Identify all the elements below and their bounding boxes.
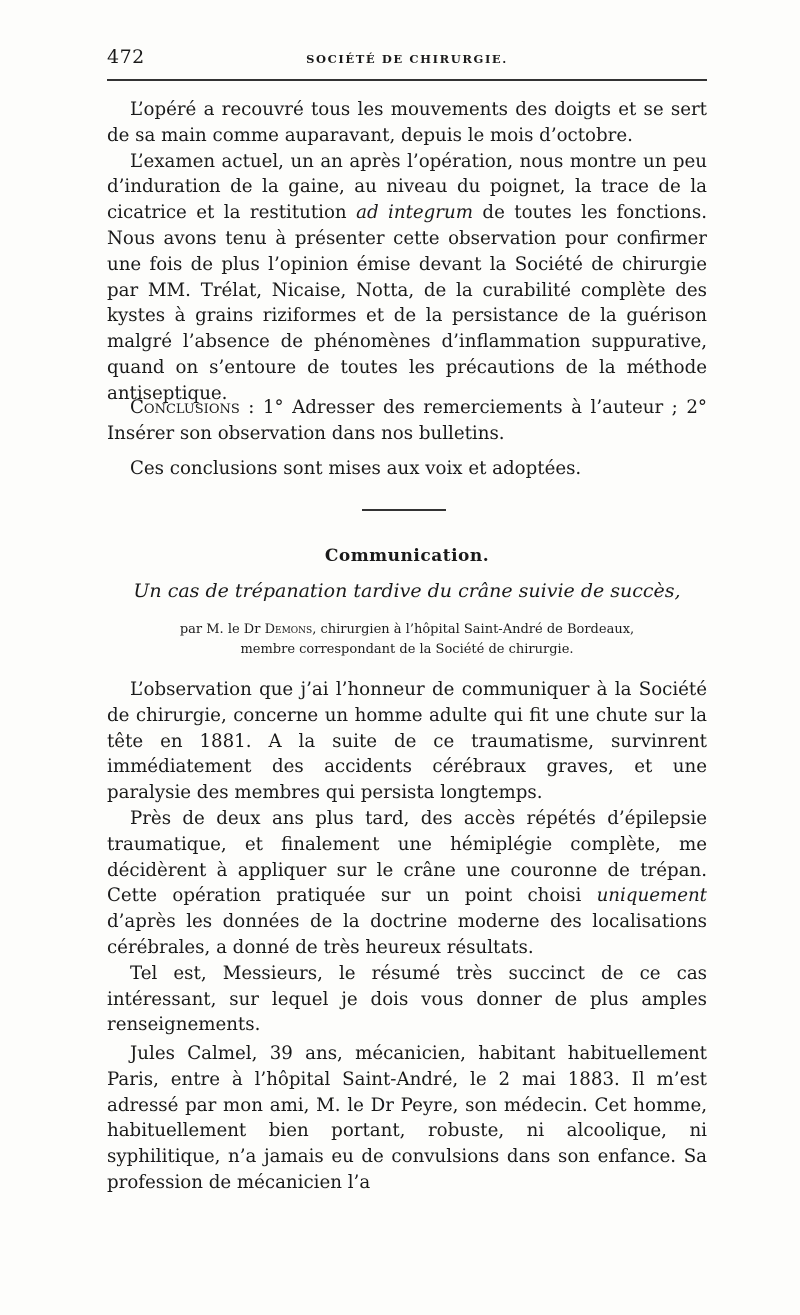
paragraph: Près de deux ans plus tard, des accès répétés d’épilepsie traumatique, et finalement une hémiplégie complète, me décidèrent à appliquer sur le crâne une couronne de trépan. Cette opération pratiquée sur un point choisi uniquement d’après les données de la doctrine moderne des localisations cérébrales, a donné de très heureux résultats. xyxy=(107,807,707,958)
paragraph: L’opéré a recouvré tous les mouvements des doigts et se sert de sa main comme auparavant, depuis le mois d’octobre. xyxy=(107,99,707,146)
section-separator xyxy=(362,509,446,511)
page-header xyxy=(107,44,707,74)
paragraph: L’examen actuel, un an après l’opération, nous montre un peu d’induration de la gaine, au niveau du poignet, la trace de la cicatrice et la restitution ad integrum de toutes les fonctions. Nous avons tenu à présenter cette observation pour confirmer une fois de plus l’opinion émise devant la Société de chirurgie par MM. Trélat, Nicaise, Notta, de la curabilité complète des kystes à grains riziformes et de la persistance de la guérison malgré l’absence de phénomènes d’inflammation suppurative, quand on s’entoure de toutes les précautions de la méthode antiseptique. xyxy=(107,150,707,404)
section-heading: Communication. xyxy=(324,546,490,566)
author-name: Demons xyxy=(264,622,313,637)
article-body xyxy=(107,677,707,1038)
running-head: SOCIÉTÉ DE CHIRURGIE. xyxy=(306,52,508,66)
section-continuation xyxy=(107,97,707,407)
italic-word: uniquement xyxy=(596,885,707,907)
page-number: 472 xyxy=(107,46,145,68)
paragraph: Jules Calmel, 39 ans, mécanicien, habitant habituellement Paris, entre à l’hôpital Saint-André, le 2 mai 1883. Il m’est adressé par mon ami, M. le Dr Peyre, son médecin. Cet homme, habituellement bien portant, robuste, ni alcoolique, ni syphilitique, n’a jamais eu de convulsions dans son enfance. Sa profession de mécanicien l’a xyxy=(107,1043,707,1193)
article-title: Un cas de trépanation tardive du crâne suivie de succès, xyxy=(133,580,681,602)
case-report xyxy=(107,1041,707,1196)
adopted-paragraph: Ces conclusions sont mises aux voix et adoptées. xyxy=(130,458,582,479)
italic-phrase: ad integrum xyxy=(356,202,473,224)
byline: par M. le Dr Demons, chirurgien à l’hôpital Saint-André de Bordeaux, membre correspondant de la Société de chirurgie. xyxy=(179,622,635,657)
conclusions-label: Conclusions xyxy=(130,397,240,418)
paragraph: L’observation que j’ai l’honneur de communiquer à la Société de chirurgie, concerne un homme adulte qui fit une chute sur la tête en 1881. A la suite de ce traumatisme, survinrent immédiatement des accidents cérébraux graves, et une paralysie des membres qui persista longtemps. xyxy=(107,679,707,804)
conclusions-paragraph: Conclusions : 1° Adresser des remerciements à l’auteur ; 2° Insérer son observation dans nos bulletins. xyxy=(107,397,707,444)
header-rule xyxy=(107,79,707,81)
paragraph: Tel est, Messieurs, le résumé très succinct de ce cas intéressant, sur lequel je dois vous donner de plus amples renseignements. xyxy=(107,962,707,1036)
